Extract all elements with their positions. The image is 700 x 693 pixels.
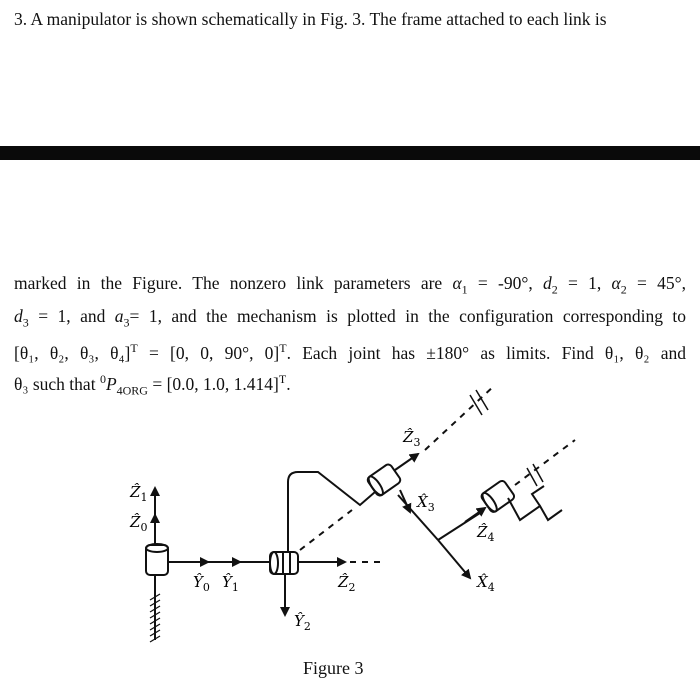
label-z4: Ẑ$_4$ [477, 523, 495, 544]
figure-caption: Figure 3 [303, 658, 364, 678]
z4-arrow [465, 508, 485, 522]
paragraph-line-1: marked in the Figure. The nonzero link parameters are $\alpha_1 = -90^\circ$, $d_2 = 1$, $\alpha_2 = 45^\circ$, [14, 273, 686, 297]
z4-axis-dashed [515, 440, 575, 485]
link-2 [288, 472, 375, 552]
label-y0: $Ŷ_0$ [193, 573, 210, 594]
problem-intro: 3. A manipulator is shown schematically in Fig. 3. The frame attached to each link is [14, 9, 607, 29]
gripper [508, 486, 562, 520]
label-z2: Ẑ$_2$ [338, 573, 356, 594]
joint-4-cylinder [480, 479, 516, 513]
paragraph-line-2: $d_3 = 1$, and $a_3= 1$, and the mechanism is plotted in the configuration corresponding to [14, 305, 686, 329]
label-x3: $X̂_3$ [417, 493, 435, 514]
label-y2: $Ŷ_2$ [294, 612, 311, 633]
paragraph-line-3: [θ₁, θ₂, θ₃, θ₄]$^T$ = [0, 0, 90°, 0]$^T$. Each joint has ±180° as limits. Find θ₁, θ₂ and [14, 341, 686, 363]
paragraph-line-4: θ₃ such that $^0P_{4ORG} = [0.0$, 1.0, 1.414]$^T$. [14, 371, 291, 398]
joint-1-cylinder [146, 545, 168, 575]
label-z0: Ẑ$_0$ [130, 513, 148, 534]
joint-2-axis-dashed [300, 510, 352, 550]
x3-arrow [400, 490, 410, 512]
label-z3: Ẑ$_3$ [403, 428, 421, 449]
label-y1: $Ŷ_1$ [222, 573, 239, 594]
x4-arrow [438, 540, 470, 578]
z3-arrow [395, 454, 418, 470]
z3-axis-dashed [425, 385, 495, 450]
label-x4: $X̂_4$ [477, 573, 495, 594]
label-z1: Ẑ$_1$ [130, 483, 148, 504]
